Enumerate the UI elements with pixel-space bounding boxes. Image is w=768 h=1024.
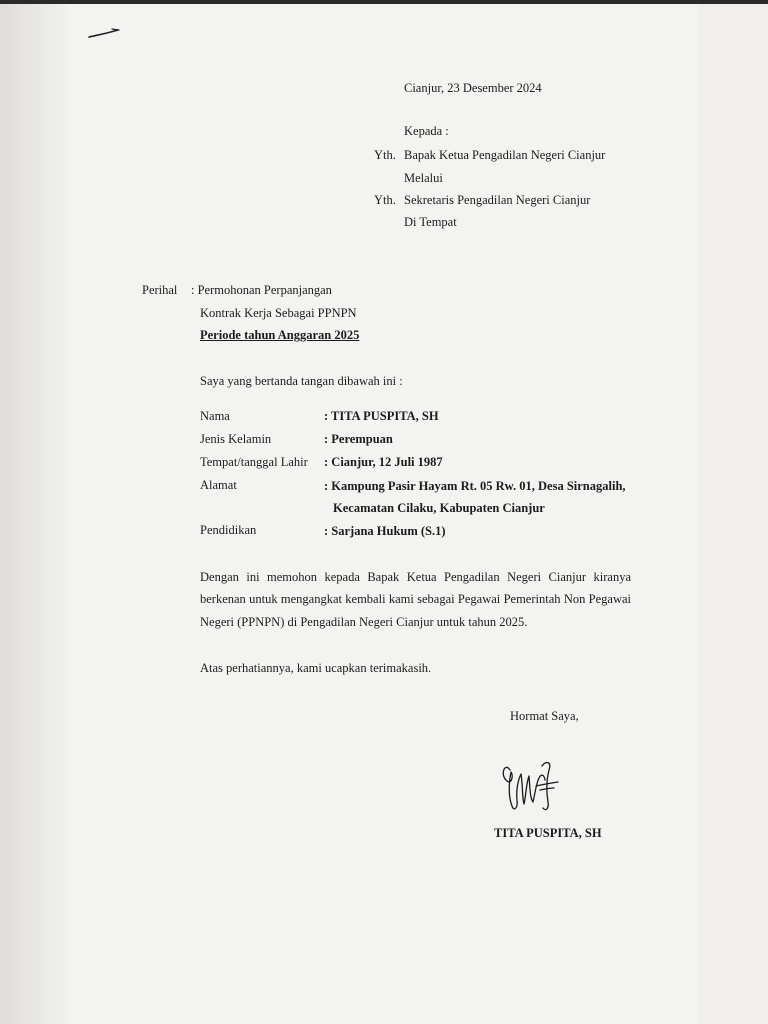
pen-mark-icon: [86, 22, 126, 42]
yth-label-2: Yth.: [374, 193, 396, 207]
recipient-2: Sekretaris Pengadilan Negeri Cianjur: [404, 193, 591, 207]
greeting: Hormat Saya,: [510, 709, 579, 723]
perihal-label: Perihal: [142, 283, 178, 297]
signatory-name: TITA PUSPITA, SH: [494, 826, 602, 840]
intro-text: Saya yang bertanda tangan dibawah ini :: [200, 374, 403, 388]
scan-right-edge: [698, 0, 768, 1024]
scan-left-shadow: [0, 0, 68, 1024]
body-line-3: Negeri (PPNPN) di Pengadilan Negeri Cianjur untuk tahun 2025.: [200, 615, 528, 629]
perihal-line-1: : Permohonan Perpanjangan: [191, 283, 332, 297]
pendidikan-value: : Sarjana Hukum (S.1): [324, 524, 446, 538]
melalui-label: Melalui: [404, 171, 443, 185]
jenis-kelamin-value: : Perempuan: [324, 432, 393, 446]
alamat-value-line-2: Kecamatan Cilaku, Kabupaten Cianjur: [333, 501, 545, 515]
nama-label: Nama: [200, 409, 230, 423]
alamat-value-line-1: : Kampung Pasir Hayam Rt. 05 Rw. 01, Desa Sirnagalih,: [324, 479, 626, 493]
closing-text: Atas perhatiannya, kami ucapkan terimakasih.: [200, 661, 432, 675]
jenis-kelamin-label: Jenis Kelamin: [200, 432, 272, 446]
alamat-label: Alamat: [200, 478, 237, 492]
perihal-line-3: Periode tahun Anggaran 2025: [200, 328, 360, 342]
body-line-1: Dengan ini memohon kepada Bapak Ketua Pengadilan Negeri Cianjur kiranya: [200, 570, 631, 584]
body-line-2: berkenan untuk mengangkat kembali kami sebagai Pegawai Pemerintah Non Pegawai: [200, 592, 631, 606]
recipient-1: Bapak Ketua Pengadilan Negeri Cianjur: [404, 148, 606, 162]
scan-top-edge: [0, 0, 768, 4]
di-tempat: Di Tempat: [404, 215, 457, 229]
kepada-label: Kepada :: [404, 124, 449, 138]
yth-label-1: Yth.: [374, 148, 396, 162]
place-date: Cianjur, 23 Desember 2024: [404, 81, 542, 95]
pendidikan-label: Pendidikan: [200, 523, 257, 537]
nama-value: : TITA PUSPITA, SH: [324, 409, 439, 423]
perihal-line-2: Kontrak Kerja Sebagai PPNPN: [200, 306, 357, 320]
ttl-label: Tempat/tanggal Lahir: [200, 455, 308, 469]
signature-image: [496, 752, 566, 818]
ttl-value: : Cianjur, 12 Juli 1987: [324, 455, 443, 469]
